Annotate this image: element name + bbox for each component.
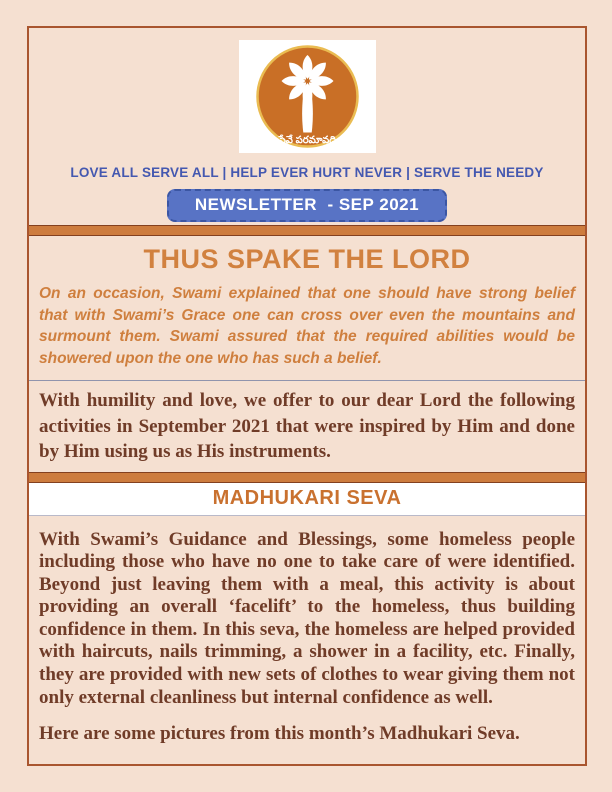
section-divider-bar-top <box>29 225 585 236</box>
lotus-figure-logo-icon <box>239 40 376 153</box>
quote-separator-line <box>29 380 585 381</box>
offering-section <box>29 388 585 465</box>
madhukari-section <box>29 529 585 747</box>
motto-line: LOVE ALL SERVE ALL | HELP EVER HURT NEVER | SERVE THE NEEDY <box>70 165 544 180</box>
thus-spake-section <box>29 242 585 369</box>
madhukari-closing-line: Here are some pictures from this month’s Madhukari Seva. <box>39 723 520 745</box>
section-divider-bar-madhukari <box>29 472 585 483</box>
swami-quote-paragraph: On an occasion, Swami explained that one should have strong belief that with Swami’s Grace one can cross over even the mountains and surmount them. Swami assured that the required abilities would be showered upon the one who has such a belief. <box>39 285 575 367</box>
newsletter-date-banner: NEWSLETTER - SEP 2021 <box>167 189 447 222</box>
newsletter-page-frame <box>27 26 587 766</box>
offering-paragraph: With humility and love, we offer to our dear Lord the following activities in September 2021 that were inspired by Him and done by Him using us as His instruments. <box>39 390 575 462</box>
newsletter-header <box>29 40 585 222</box>
madhukari-title-band <box>29 483 585 516</box>
madhukari-body-paragraph: With Swami’s Guidance and Blessings, some homeless people including those who have no one to take care of were identified. Beyond just leaving them with a meal, this activity is about providing an overall ‘facelift’ to the homeless, thus building confidence in them. In this seva, the homeless are helped provided with haircuts, nails trimming, a shower in a facility, etc. Finally, they are provided with new sets of clothes to wear giving them not only external cleanliness but internal confidence as well. <box>39 528 575 708</box>
madhukari-seva-title: MADHUKARI SEVA <box>212 486 402 509</box>
thus-spake-title: THUS SPAKE THE LORD <box>143 244 471 274</box>
logo-telugu-text: సేవే పరమావధి <box>278 135 336 146</box>
standing-figure-silhouette <box>302 86 313 133</box>
organization-logo <box>239 40 376 153</box>
